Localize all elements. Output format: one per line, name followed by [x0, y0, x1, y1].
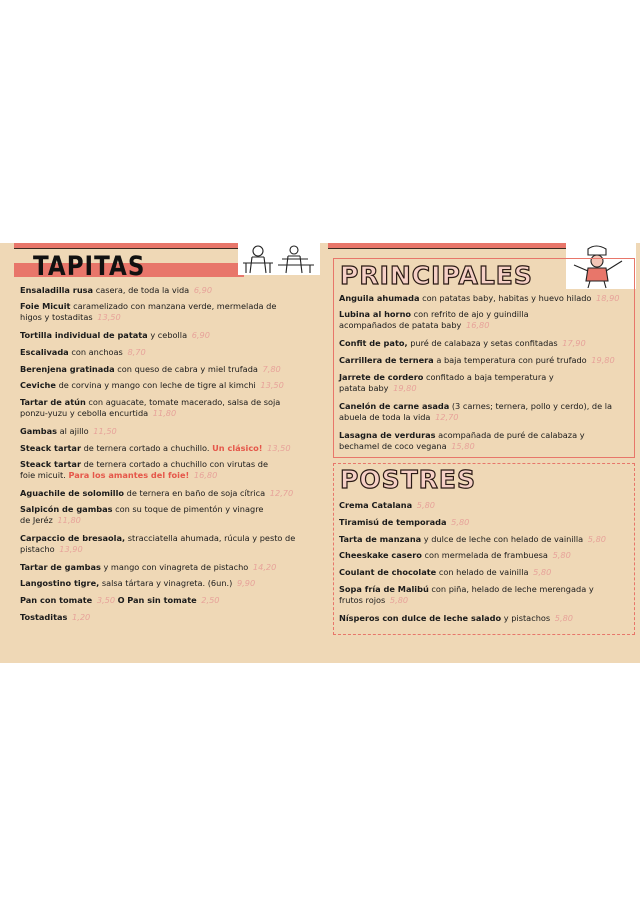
principales-item: Anguila ahumada con patatas baby, habitas y huevo hilado 18,90 [339, 293, 620, 303]
postres-item: Nísperos con dulce de leche salado y pistachos 5,80 [339, 613, 574, 623]
tapitas-item: Berenjena gratinada con queso de cabra y miel trufada 7,80 [20, 364, 281, 374]
tapitas-item: Steack tartar de ternera cortado a chuchillo con virutas de foie micuit. Para los amantes del foie! 16,80 [20, 459, 268, 480]
postres-item: Crema Catalana 5,80 [339, 500, 436, 510]
principales-item: Lubina al horno con refrito de ajo y guindilla acompañados de patata baby 16,80 [339, 309, 529, 330]
tapitas-item: Ensaladilla rusa casera, de toda la vida 6,90 [20, 285, 213, 295]
principales-item: Carrillera de ternera a baja temperatura con puré trufado 19,80 [339, 355, 615, 365]
tapitas-item: Tartar de atún con aguacate, tomate macerado, salsa de soja ponzu-yuzu y cebolla encurtida 11,80 [20, 397, 281, 418]
principales-item: Lasagna de verduras acompañada de puré de calabaza y bechamel de coco vegana 15,80 [339, 430, 585, 451]
tapitas-item: Tostaditas 1,20 [20, 612, 91, 622]
tapitas-item: Foie Micuit caramelizado con manzana verde, mermelada de higos y tostaditas 13,50 [20, 301, 277, 322]
tapitas-item: Tartar de gambas y mango con vinagreta de pistacho 14,20 [20, 562, 277, 572]
tapitas-item: Aguachile de solomillo de ternera en baño de soja cítrica 12,70 [20, 488, 294, 498]
postres-title: POSTRES [340, 465, 476, 494]
postres-item: Sopa fría de Malibú con piña, helado de leche merengada y frutos rojos 5,80 [339, 584, 594, 605]
principales-item: Confit de pato, puré de calabaza y setas confitadas 17,90 [339, 338, 586, 348]
postres-item: Cheeskake casero con mermelada de frambuesa 5,80 [339, 550, 571, 560]
principales-title: PRINCIPALES [340, 261, 533, 290]
postres-item: Tiramisú de temporada 5,80 [339, 517, 470, 527]
tapitas-item: Gambas al ajillo 11,50 [20, 426, 117, 436]
principales-item: Jarrete de cordero confitado a baja temperatura y patata baby 19,80 [339, 372, 554, 393]
tapitas-item: Pan con tomate 3,50 O Pan sin tomate 2,50 [20, 595, 220, 605]
menu-page [0, 243, 640, 663]
top-rule-left [14, 243, 246, 249]
waiter-sketch-icon [238, 243, 320, 275]
tapitas-item: Salpicón de gambas con su toque de pimentón y vinagre de Jeréz 11,80 [20, 504, 264, 525]
tapitas-item: Carpaccio de bresaola, stracciatella ahumada, rúcula y pesto de pistacho 13,90 [20, 533, 296, 554]
tapitas-item: Escalivada con anchoas 8,70 [20, 347, 146, 357]
tapitas-item: Ceviche de corvina y mango con leche de tigre al kimchi 13,50 [20, 380, 284, 390]
tapitas-title: TAPITAS [33, 252, 146, 282]
tapitas-item: Tortilla individual de patata y cebolla 6,90 [20, 330, 210, 340]
tapitas-item: Langostino tigre, salsa tártara y vinagreta. (6un.) 9,90 [20, 578, 256, 588]
tapitas-item: Steack tartar de ternera cortado a chuchillo. Un clásico! 13,50 [20, 443, 291, 453]
principales-item: Canelón de carne asada (3 carnes; ternera, pollo y cerdo), de la abuela de toda la vida 12,70 [339, 401, 613, 422]
postres-item: Coulant de chocolate con helado de vainilla 5,80 [339, 567, 552, 577]
postres-item: Tarta de manzana y dulce de leche con helado de vainilla 5,80 [339, 534, 607, 544]
